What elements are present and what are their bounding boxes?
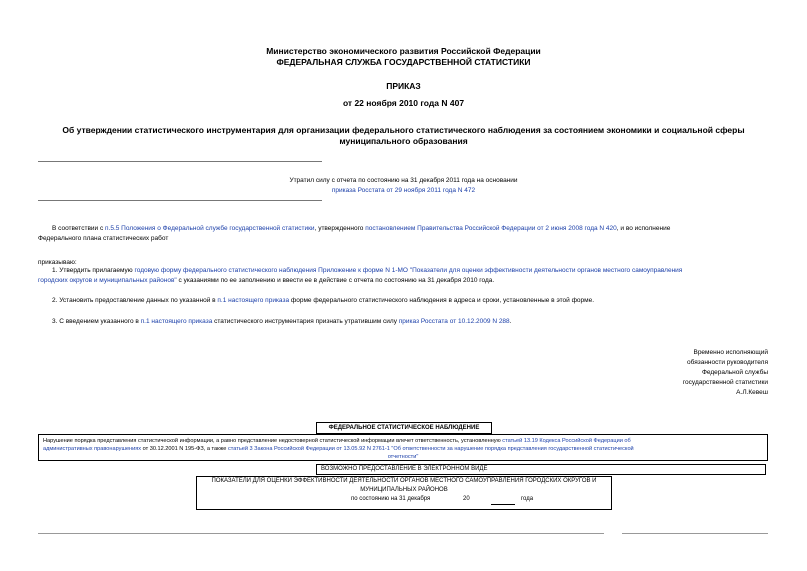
service-name: ФЕДЕРАЛЬНАЯ СЛУЖБА ГОСУДАРСТВЕННОЙ СТАТИСТИКИ [276,57,531,67]
year-suffix: года [521,496,534,502]
regulation-link[interactable]: п.5.5 Положения о Федеральной службе государственной статистики [105,225,315,232]
preamble-line1 [52,224,768,233]
item-3-text: 3. С введением указанного в [52,318,141,325]
warning-text: Нарушение порядка представления статистической информации, а равно представление недостоверной статистической информации влечет ответственность, установленную [43,438,503,444]
bottom-rule-right [622,533,768,534]
preamble-text-1: В соответствии с [52,225,106,232]
warning-line-2 [43,445,763,453]
koap-link[interactable]: статьей 13.19 Кодекса Российской Федерации об [502,438,631,444]
item-3-link[interactable]: п.1 настоящего приказа [140,318,213,325]
signature-line-3: Федеральной службы [701,369,768,376]
signature-line-2: обязанности руководителя [687,359,768,366]
warning-line-1 [43,437,763,445]
electronic-text: ВОЗМОЖНО ПРЕДОСТАВЛЕНИЕ В ЭЛЕКТРОННОМ ВИДЕ [321,466,488,472]
divider-mid [38,200,322,201]
doc-type: ПРИКАЗ [386,81,421,91]
item-1-line2 [38,276,494,285]
as-of-label: по состоянию на 31 декабря [351,496,431,502]
signature-line-1: Временно исполняющий [693,349,768,356]
as-of-row [197,495,611,505]
divider-top [38,161,322,162]
doc-date-number: от 22 ноября 2010 года N 407 [342,98,465,108]
form-link[interactable]: годовую форму федерального статистического наблюдения Приложение к форме N 1-МО "Показатели для оценки эффективности деятельности органов местного самоуправления [134,267,683,274]
warning-line-3 [43,453,763,461]
warning-text-2: от 30.12.2001 N 195-ФЗ, а также [141,446,228,452]
koap-link-cont[interactable]: административных правонарушениях [43,446,142,452]
year-prefix: 20 [463,496,470,502]
signature-line-4: государственной статистики [682,379,768,386]
item-3-text-2: статистического инструментария признать утратившим силу [212,318,399,325]
item-1-text-2: с указаниями по ее заполнению и ввести ее в действие с отчета по состоянию на 31 декабря 2010 года. [176,277,495,284]
doc-title-line2: муниципального образования [339,136,468,146]
law-link[interactable]: статьей 3 Закона Российской Федерации от 13.05.92 N 2761-1 "Об ответственности за нарушение порядка представления государственной статистической [227,446,634,452]
item-1-line1 [52,266,682,275]
signature-block [683,348,768,398]
item-2-text: 2. Установить предоставление данных по указанной в [52,297,218,304]
item-3 [52,317,511,326]
doc-title-line1: Об утверждении статистического инструментария для организации федерального статистического наблюдения за состоянием экономики и социальной сферы [62,125,745,135]
form-header: ФЕДЕРАЛЬНОЕ СТАТИСТИЧЕСКОЕ НАБЛЮДЕНИЕ [328,425,480,431]
government-decree-link[interactable]: постановлением Правительства Российской Федерации от 2 июня 2008 года N 420 [365,225,617,232]
ministry-name: Министерство экономического развития Российской Федерации [266,46,541,56]
lost-force-note: Утратил силу с отчета по состоянию на 31 декабря 2011 года на основании [289,177,518,184]
order-word: приказываю: [38,259,77,266]
indicators-line-2: МУНИЦИПАЛЬНЫХ РАЙОНОВ [360,487,448,493]
law-link-cont[interactable]: отчетности" [387,454,419,460]
signature-name: А.Л.Кевеш [736,389,768,396]
item-2-link[interactable]: п.1 настоящего приказа [217,297,290,304]
form-link-cont[interactable]: городских округов и муниципальных районов" [38,277,177,284]
preamble-line2: Федерального плана статистических работ [38,235,169,242]
bottom-rule-left [38,533,604,534]
item-2-text-2: форме федерального статистического наблюдения в адреса и сроки, установленные в этой форме. [289,297,595,304]
item-3-text-3: . [509,318,512,325]
indicators-line-1: ПОКАЗАТЕЛИ ДЛЯ ОЦЕНКИ ЭФФЕКТИВНОСТИ ДЕЯТЕЛЬНОСТИ ОРГАНОВ МЕСТНОГО САМОУПРАВЛЕНИЯ ГОРОДСКИХ ОКРУГОВ И [211,478,597,484]
year-field[interactable] [491,504,515,505]
warning-box [38,434,768,461]
indicators-box [196,476,612,510]
preamble-text-3: , и во исполнение [616,225,671,232]
preamble-text-2: , утвержденного [314,225,366,232]
item-2 [52,296,594,305]
lost-force-link[interactable]: приказа Росстата от 29 ноября 2011 года N 472 [331,187,476,194]
item-1-text: 1. Утвердить прилагаемую [52,267,135,274]
repealed-order-link[interactable]: приказ Росстата от 10.12.2009 N 288 [398,318,510,325]
form-header-box [316,422,492,434]
electronic-box [316,464,766,475]
